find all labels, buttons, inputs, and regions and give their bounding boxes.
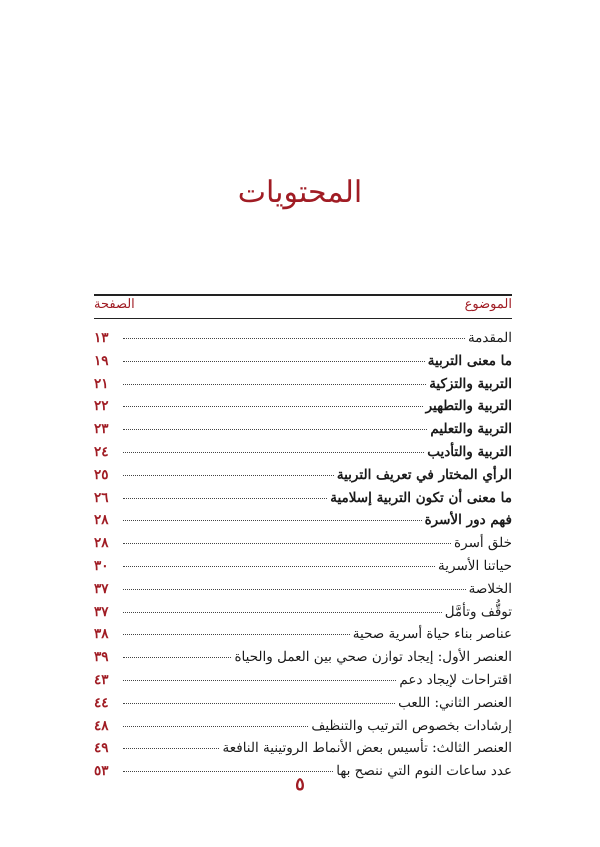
dot-leader xyxy=(123,452,424,453)
toc-entry[interactable] xyxy=(94,376,512,399)
toc-list xyxy=(94,330,512,786)
toc-entry-page: ٤٤ xyxy=(94,694,109,711)
toc-entry-page: ٢٤ xyxy=(94,443,109,460)
toc-entry-label: المقدمة xyxy=(467,330,512,346)
toc-entry-label: التربية والتطهير xyxy=(425,398,512,415)
toc-header xyxy=(94,297,512,317)
toc-entry-label: الخلاصة xyxy=(468,580,512,597)
dot-leader xyxy=(123,566,435,567)
toc-entry-page: ٥٣ xyxy=(94,763,109,780)
dot-leader xyxy=(123,520,422,521)
dot-leader xyxy=(123,726,308,727)
toc-entry[interactable] xyxy=(94,740,512,763)
toc-entry-label: التربية والتعليم xyxy=(430,421,512,438)
toc-entry-page: ٣٠ xyxy=(94,557,109,574)
dot-leader xyxy=(123,680,396,681)
toc-entry-page: ٢٨ xyxy=(94,512,109,529)
toc-entry[interactable] xyxy=(94,467,512,490)
dot-leader xyxy=(123,543,451,544)
toc-entry[interactable] xyxy=(94,558,512,581)
toc-entry-label: اقتراحات لإيجاد دعم xyxy=(399,671,512,688)
toc-entry-page: ٣٧ xyxy=(94,580,109,597)
toc-entry[interactable] xyxy=(94,398,512,421)
header-topic: الموضوع xyxy=(464,297,512,312)
dot-leader xyxy=(123,361,425,362)
toc-entry-page: ٢٨ xyxy=(94,535,109,552)
dot-leader xyxy=(123,384,426,385)
toc-entry[interactable] xyxy=(94,330,512,353)
toc-entry-page: ٤٩ xyxy=(94,740,109,757)
toc-entry[interactable] xyxy=(94,353,512,376)
toc-entry-label: ما معنى أن تكون التربية إسلامية xyxy=(330,489,512,506)
toc-entry-label: خلق أسرة xyxy=(454,535,512,552)
dot-leader xyxy=(123,498,327,499)
toc-entry-label: عدد ساعات النوم التي ننصح بها xyxy=(336,763,512,780)
dot-leader xyxy=(123,612,442,613)
toc-entry-page: ٤٨ xyxy=(94,717,109,734)
toc-entry-page: ٢٥ xyxy=(94,466,109,483)
toc-entry-label: ما معنى التربية xyxy=(427,352,512,369)
toc-entry-page: ٤٣ xyxy=(94,671,109,688)
dot-leader xyxy=(123,657,231,658)
toc-entry[interactable] xyxy=(94,512,512,535)
toc-entry-page: ١٩ xyxy=(94,352,109,369)
dot-leader xyxy=(123,475,334,476)
header-page: الصفحة xyxy=(94,297,135,312)
toc-entry[interactable] xyxy=(94,581,512,604)
header-rule-top xyxy=(94,294,512,296)
dot-leader xyxy=(123,429,427,430)
toc-entry-page: ٢١ xyxy=(94,375,109,392)
toc-entry-page: ٢٢ xyxy=(94,398,109,415)
dot-leader xyxy=(123,703,395,704)
toc-entry-page: ٣٨ xyxy=(94,626,109,643)
page-number: ٥ xyxy=(295,774,305,795)
toc-entry[interactable] xyxy=(94,626,512,649)
toc-entry[interactable] xyxy=(94,718,512,741)
toc-entry-page: ١٣ xyxy=(94,330,109,346)
dot-leader xyxy=(123,748,219,749)
toc-entry-label: الرأي المختار في تعريف التربية xyxy=(336,466,512,483)
toc-entry-label: التربية والتزكية xyxy=(429,375,512,392)
toc-entry-page: ٣٧ xyxy=(94,603,109,620)
toc-entry-label: العنصر الثالث: تأسيس بعض الأنماط الروتينية النافعة xyxy=(222,740,512,757)
toc-entry-label: حياتنا الأسرية xyxy=(438,557,512,574)
toc-entry[interactable] xyxy=(94,604,512,627)
header-rule-bottom xyxy=(94,318,512,319)
toc-entry[interactable] xyxy=(94,444,512,467)
toc-entry-label: العنصر الأول: إيجاد توازن صحي بين العمل والحياة xyxy=(234,649,512,666)
toc-entry-page: ٣٩ xyxy=(94,649,109,666)
toc-entry-label: عناصر بناء حياة أسرية صحية xyxy=(352,626,512,643)
toc-entry-page: ٢٦ xyxy=(94,489,109,506)
toc-entry[interactable] xyxy=(94,490,512,513)
page-title: المحتويات xyxy=(237,175,363,210)
toc-entry-page: ٢٣ xyxy=(94,421,109,438)
toc-entry-label: فهم دور الأسرة xyxy=(424,512,512,529)
dot-leader xyxy=(123,771,333,772)
toc-entry[interactable] xyxy=(94,672,512,695)
dot-leader xyxy=(123,589,466,590)
toc-entry-label: العنصر الثاني: اللعب xyxy=(398,694,512,711)
toc-entry-label: إرشادات بخصوص الترتيب والتنظيف xyxy=(311,717,512,734)
toc-entry-label: التربية والتأديب xyxy=(427,443,512,460)
toc-entry[interactable] xyxy=(94,695,512,718)
toc-entry[interactable] xyxy=(94,649,512,672)
toc-entry[interactable] xyxy=(94,421,512,444)
toc-entry-label: توقُّف وتأمَّل xyxy=(444,603,512,620)
toc-entry[interactable] xyxy=(94,535,512,558)
dot-leader xyxy=(123,634,350,635)
dot-leader xyxy=(123,338,465,339)
dot-leader xyxy=(123,406,423,407)
